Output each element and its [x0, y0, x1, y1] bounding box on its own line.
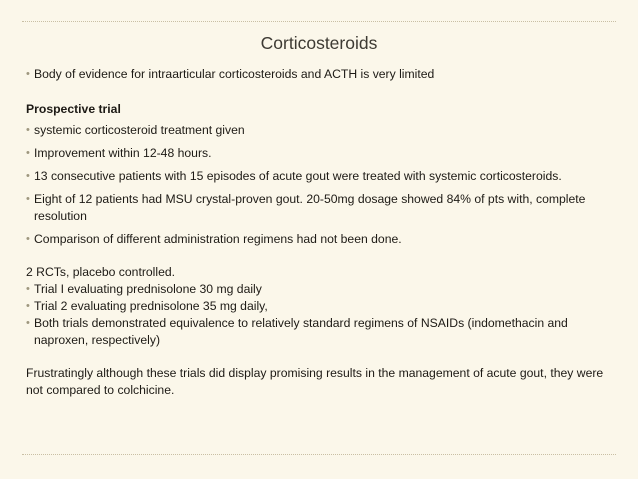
prospective-bullet: • Eight of 12 patients had MSU crystal-proven gout. 20-50mg dosage showed 84% of pts with, complete resolution: [26, 192, 586, 223]
bullet-dot-icon: •: [26, 170, 30, 182]
bullet-dot-icon: •: [26, 300, 30, 312]
bullet-intro: • Body of evidence for intraarticular corticosteroids and ACTH is very limited: [26, 67, 435, 81]
prospective-bullet: • systemic corticosteroid treatment given: [26, 123, 245, 137]
rct-bullet: • Trial I evaluating prednisolone 30 mg daily: [26, 282, 262, 296]
prospective-bullet: • Improvement within 12-48 hours.: [26, 146, 212, 160]
rct-bullet: • Both trials demonstrated equivalence to relatively standard regimens of NSAIDs (indomethacin and naproxen, respectively): [26, 316, 568, 347]
prospective-bullet: • Comparison of different administration regimens had not been done.: [26, 232, 402, 246]
rct-bullet: • Trial 2 evaluating prednisolone 35 mg daily,: [26, 299, 268, 313]
bullet-dot-icon: •: [26, 233, 30, 245]
conclusion-text: Frustratingly although these trials did display promising results in the management of acute gout, they were not compared to colchicine.: [26, 366, 604, 397]
prospective-heading: Prospective trial: [26, 102, 121, 116]
bottom-divider: [22, 454, 616, 455]
prospective-bullet: • 13 consecutive patients with 15 episodes of acute gout were treated with systemic corticosteroids.: [26, 169, 562, 183]
bullet-dot-icon: •: [26, 124, 30, 136]
bullet-dot-icon: •: [26, 317, 30, 329]
top-divider: [22, 21, 616, 22]
bullet-dot-icon: •: [26, 193, 30, 205]
bullet-dot-icon: •: [26, 68, 30, 80]
bullet-dot-icon: •: [26, 147, 30, 159]
slide-title: Corticosteroids: [260, 33, 378, 53]
bullet-dot-icon: •: [26, 283, 30, 295]
rct-heading: 2 RCTs, placebo controlled.: [26, 265, 176, 279]
slide-body: [26, 66, 606, 399]
